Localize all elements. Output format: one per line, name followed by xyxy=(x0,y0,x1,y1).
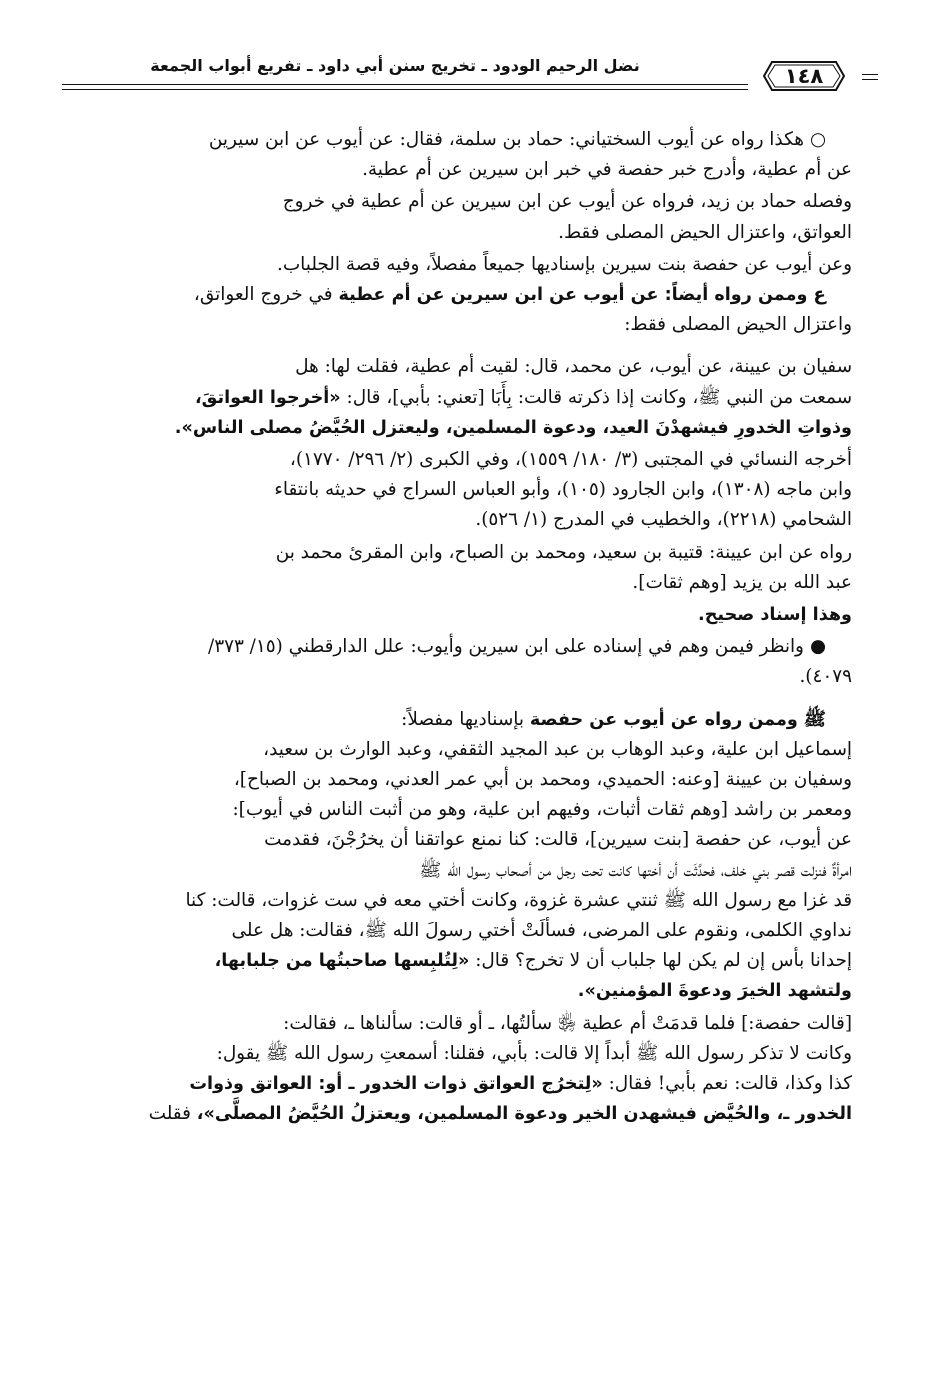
hadith-text: «لِتُلبِسها صاحبتُها من جلبابها، xyxy=(214,951,470,972)
paragraph xyxy=(62,352,878,443)
paragraph xyxy=(62,250,878,280)
header-rule xyxy=(862,74,878,75)
text-line: قد غزا مع رسول الله ﷺ ثنتي عشرة غزوة، وكانت أختي معه في ست غزوات، قالت: كنا xyxy=(185,889,852,911)
text-line: ومعمر بن راشد [وهم ثقات أثبات، وفيهم ابن علية، وهو من أثبت الناس في أيوب]: xyxy=(232,799,852,821)
header-rule xyxy=(62,89,748,90)
paragraph xyxy=(62,600,878,630)
page-header xyxy=(62,52,878,102)
text-line: وانظر فيمن وهم في إسناده على ابن سيرين وأيوب: علل الدارقطني (١٥/ ٣٧٣/ xyxy=(207,636,804,658)
paragraph xyxy=(62,187,878,247)
paragraph xyxy=(62,632,878,692)
text-line: [قالت حفصة:] فلما قدمَتْ أم عطية ﵂ سألتُها، ـ أو قالت: سألناها ـ، فقالت: xyxy=(283,1012,852,1034)
circle-marker-icon: ○ xyxy=(809,129,826,150)
page-body xyxy=(62,125,878,1130)
heading-bold: وممن رواه عن أيوب عن حفصة xyxy=(529,709,798,730)
running-title: نضل الرحيم الودود ـ تخريج سنن أبي داود ـ تفريع أبواب الجمعة xyxy=(150,56,640,75)
heading-bold: وممن رواه أيضاً: عن أيوب عن ابن سيرين عن أم عطية xyxy=(338,285,808,306)
text-line: وابن ماجه (١٣٠٨)، وابن الجارود (١٠٥)، وأبو العباس السراج في حديثه بانتقاء xyxy=(274,479,852,501)
heading-rest: في خروج العواتق، xyxy=(193,284,333,306)
paragraph xyxy=(62,538,878,598)
text-line: عن أم عطية، وأدرج خبر حفصة في خبر ابن سيرين عن أم عطية. xyxy=(362,159,852,181)
text-line: أخرجه النسائي في المجتبى (٣/ ١٨٠/ ١٥٥٩)، وفي الكبرى (٢/ ٢٩٦/ ١٧٧٠)، xyxy=(289,449,852,471)
paragraph xyxy=(62,1009,878,1130)
text-line: واعتزال الحيض المصلى فقط: xyxy=(624,314,852,336)
hadith-text: الخدور ـ، والحُيَّض فيشهدن الخير ودعوة المسلمين، ويعتزلُ الحُيَّضُ المصلَّى»، xyxy=(196,1104,852,1125)
text-line: وفصله حماد بن زيد، فرواه عن أيوب عن ابن سيرين عن أم عطية في خروج xyxy=(282,191,852,213)
text-line: رواه عن ابن عيينة: قتيبة بن سعيد، ومحمد بن الصباح، وابن المقرئ محمد بن xyxy=(275,541,852,563)
text-line: إسماعيل ابن علية، وعبد الوهاب بن عبد المجيد الثقفي، وعبد الوارث بن سعيد، xyxy=(263,738,852,760)
hadith-text: «أخرجوا العواتقَ، xyxy=(194,387,341,408)
section-heading xyxy=(62,280,878,340)
text-line: وكانت لا تذكر رسول الله ﷺ أبداً إلا قالت: بأبي، فقلنا: أسمعتِ رسول الله ﷺ يقول: xyxy=(216,1042,852,1064)
paragraph xyxy=(62,445,878,536)
text-line: عن أيوب، عن حفصة [بنت سيرين]، قالت: كنا نمنع عواتقنا أن يخرُجْنَ، فقدمت xyxy=(264,829,852,851)
text-line: هكذا رواه عن أيوب السختياني: حماد بن سلمة، فقال: عن أيوب عن ابن سيرين xyxy=(208,129,804,150)
text-line: سفيان بن عيينة، عن أيوب، عن محمد، قال: لقيت أم عطية، فقلت لها: هل xyxy=(295,356,852,378)
section-marker-icon: ع xyxy=(813,284,826,306)
text-line: امرأةٌ فنزلت قصر بني خلف، فحدَّثَت أن أختها كانت تحت رجل من أصحاب رسول الله ﷺ xyxy=(419,859,852,881)
text-line: ٤٠٧٩). xyxy=(799,666,852,688)
hadith-text: وذواتِ الخدورِ فيشهدْنَ العيد، ودعوة المسلمين، وليعتزل الحُيَّضُ مصلى الناس». xyxy=(174,417,852,438)
header-rule xyxy=(862,79,878,80)
text-line: وسفيان بن عيينة [وعنه: الحميدي، ومحمد بن أبي عمر العدني، ومحمد بن الصباح]، xyxy=(233,769,852,791)
text-line: فقلت xyxy=(148,1103,191,1125)
section-marker-icon: ﷺ xyxy=(803,708,826,730)
text-line: سمعت من النبي ﷺ، وكانت إذا ذكرته قالت: بِأَبَا [تعني: بأبي]، قال: xyxy=(346,386,852,408)
text-line: كذا وكذا، قالت: نعم بأبي! فقال: xyxy=(608,1073,852,1095)
paragraph xyxy=(62,825,878,1006)
hadith-text: «لِتخرُج العواتق ذوات الخدور ـ أو: العواتق وذوات xyxy=(189,1074,603,1095)
section-heading xyxy=(62,705,878,735)
heading-rest: بإسناديها مفصلاً: xyxy=(401,708,524,730)
paragraph xyxy=(62,735,878,826)
text-line: إحدانا بأس إن لم يكن لها جلباب أن لا تخرج؟ قال: xyxy=(475,950,852,972)
text-line: العواتق، واعتزال الحيض المصلى فقط. xyxy=(558,221,852,243)
page-number-badge xyxy=(762,60,846,92)
text-line: الشحامي (٢٢١٨)، والخطيب في المدرج (١/ ٥٢٦). xyxy=(475,509,852,531)
verdict-text: وهذا إسناد صحيح. xyxy=(698,605,852,626)
text-line: نداوي الكلمى، ونقوم على المرضى، فسألَتْ أختي رسولَ الله ﷺ، فقالت: هل على xyxy=(231,920,852,942)
hadith-text: ولتشهد الخيرَ ودعوةَ المؤمنين». xyxy=(577,981,852,1002)
page-number: ١٤٨ xyxy=(784,64,824,88)
paragraph xyxy=(62,125,878,185)
text-line: وعن أيوب عن حفصة بنت سيرين بإسناديها جميعاً مفصلاً، وفيه قصة الجلباب. xyxy=(277,253,852,275)
bullet-icon: ● xyxy=(809,636,826,658)
text-line: عبد الله بن يزيد [وهم ثقات]. xyxy=(632,571,852,593)
header-rule xyxy=(62,84,748,85)
